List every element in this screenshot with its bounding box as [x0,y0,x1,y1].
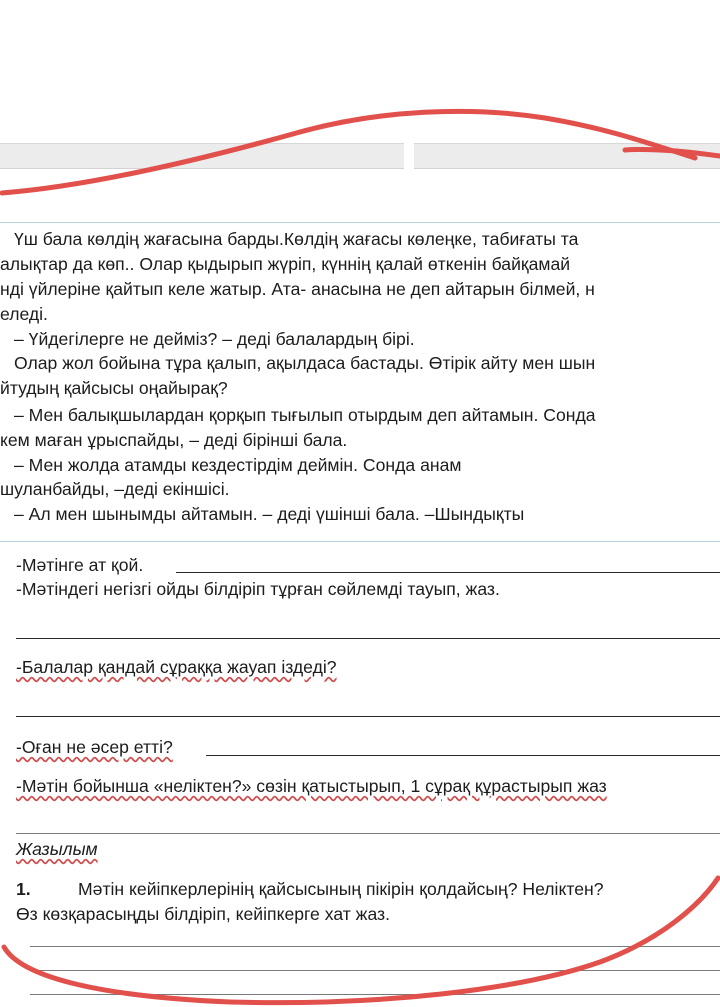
story-line: – Мен жолда атамды кездестірдім деймін. Сонда анам [14,455,462,475]
question-why: -Мәтін бойынша «неліктен?» сөзін қатыстырып, 1 сұрақ құрастырып жаз [16,776,607,796]
writing-heading: Жазылым [16,839,98,859]
answer-line [16,638,720,639]
story-text-box [0,222,720,542]
toolbar-strip-right [414,143,720,169]
answer-line [206,755,720,756]
writing-line [30,994,720,995]
story-line: йтудың қайсысы оңайырақ? [0,378,228,398]
story-line: нді үйлеріне қайтып келе жатыр. Ата- анасына не деп айтарын білмей, н [0,279,595,299]
answer-line [16,833,720,834]
question-main-idea: -Мәтіндегі негізгі ойды білдіріп тұрған сөйлемді тауып, жаз. [16,579,500,599]
story-line: Үш бала көлдің жағасына барды.Көлдің жағасы көлеңке, табиғаты та [14,229,579,249]
story-line: – Ал мен шынымды айтамын. – деді үшінші бала. –Шындықты [14,504,525,524]
task-text-line-1: Мәтін кейіпкерлерінің қайсысының пікірін қолдайсың? Неліктен? [78,879,604,899]
story-line: кем маған ұрыспайды, – деді бірінші бала. [0,430,348,450]
task-number: 1. [16,879,31,899]
story-line: алықтар да көп.. Олар қыдырып жүріп, күннің қалай өткенін байқамай [0,254,571,274]
story-line: еледі. [0,304,48,324]
story-line: шуланбайды, –деді екіншісі. [0,479,230,499]
answer-line [176,572,720,573]
toolbar-strip-left [0,143,404,169]
writing-line [30,970,720,971]
story-line: – Үйдегілерге не дейміз? – деді балалардың бірі. [14,329,415,349]
writing-line [30,946,720,947]
question-title: -Мәтінге ат қой. [16,555,144,575]
story-line: – Мен балықшылардан қорқып тығылып отырдым деп айтамын. Сонда [14,405,596,425]
task-text-line-2: Өз көзқарасыңды білдіріп, кейіпкерге хат жаз. [16,904,390,924]
answer-line [16,716,720,717]
story-line: Олар жол бойына тұра қалып, ақылдаса бастады. Өтірік айту мен шын [14,353,596,373]
question-influence: -Оған не әсер етті? [16,737,173,757]
question-children: -Балалар қандай сұраққа жауап іздеді? [16,657,337,677]
